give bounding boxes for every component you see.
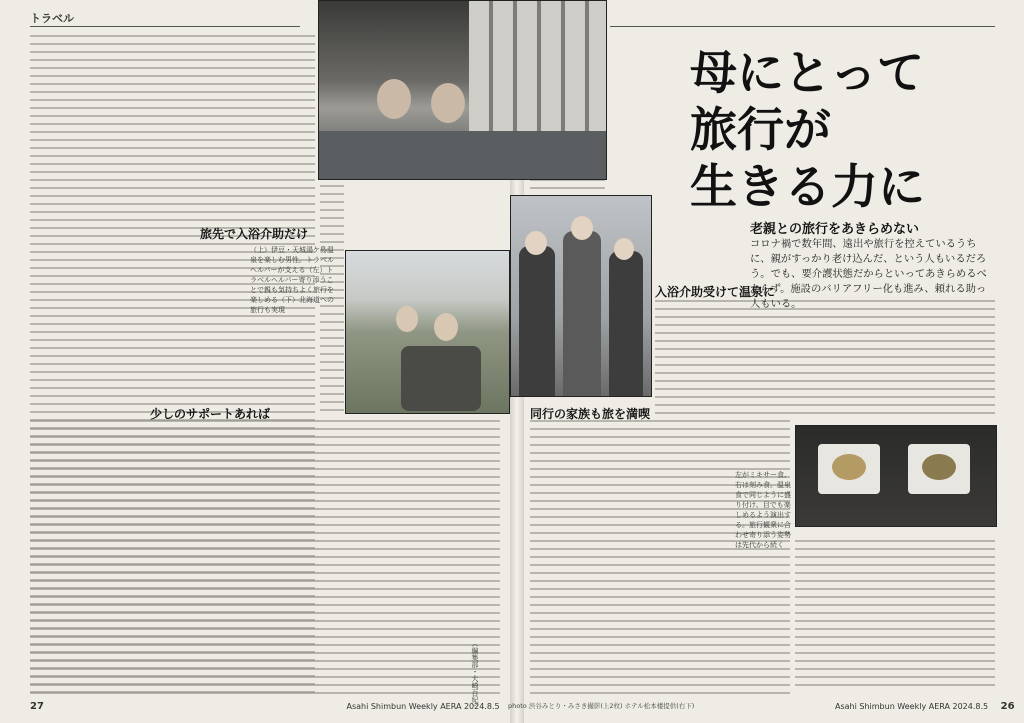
photo-person-center (563, 231, 601, 396)
photo-person-helper (396, 306, 418, 332)
photo-person-man (431, 83, 465, 123)
right-publication: Asahi Shimbun Weekly AERA 2024.8.5 (835, 702, 989, 711)
headline-line: 生きる力に (690, 160, 925, 215)
article-subheadline: 老親との旅行をあきらめない (750, 222, 920, 237)
subheading-bath-assist: 入浴介助受けて温泉に (655, 285, 776, 299)
right-text-block-bottom (795, 540, 995, 692)
headline-line: 旅行が (690, 103, 831, 158)
photo-face-left (525, 231, 547, 255)
caption-field-photo: （上）伊豆・天城湯ケ島温泉を楽しむ男性。トラベルヘルパーが支える（左）トラベルヘルパー寄り添うことで親も気持ちよく旅行を楽しめる（下）北海道への旅行も実現 (250, 246, 334, 314)
photo-face-right (614, 238, 634, 260)
right-footer (835, 701, 1015, 712)
photo-person-elder (434, 313, 458, 341)
right-text-block-lower (530, 420, 790, 700)
left-footer (30, 701, 500, 712)
photo-person-woman (377, 79, 411, 119)
left-publication: Asahi Shimbun Weekly AERA 2024.8.5 (346, 702, 500, 711)
photo-face-center (571, 216, 593, 240)
left-text-block-lower (30, 420, 500, 700)
photo-wheelchair (401, 346, 481, 411)
photo-person-right (609, 251, 643, 396)
group-hotel-photo (510, 195, 652, 397)
article-byline: （編集部・大崎百紀） (471, 640, 479, 710)
subheading-family-trip: 同行の家族も旅を満喫 (530, 407, 651, 421)
meal-dish-photo (795, 425, 997, 527)
photo-window-panel (469, 1, 606, 141)
section-label: トラベル (30, 12, 74, 25)
article-lede: コロナ禍で数年間、遠出や旅行を控えているうちに、親がすっかり老け込んだ、という人もいるだろう。でも、要介護状態だからといってあきらめるべからず。施設のバリアフリー化も進み、頼れる助っ人もいる。 (750, 238, 987, 310)
photo-food-left (832, 454, 866, 480)
subheading-small-support: 少しのサポートあれば (150, 407, 271, 421)
headline-line: 母にとって (690, 46, 925, 101)
right-text-block-mid (655, 300, 995, 420)
section-rule (30, 26, 300, 27)
left-page-number: 27 (30, 701, 44, 712)
photo-credit: photo 渋谷みとり・みさき撮影(上2枚) ホテル松本楼提供(右下) (508, 702, 695, 710)
photo-bath-water (319, 131, 606, 179)
article-headline (690, 45, 980, 216)
field-wheelchair-photo (345, 250, 510, 414)
onsen-bath-photo (318, 0, 607, 180)
right-page-number: 26 (1000, 701, 1015, 712)
right-page-rule (610, 26, 995, 27)
photo-food-right (922, 454, 956, 480)
caption-dish-photo: 左がミキサー食、右は刻み食。温泉食で同じように盛り付け、目でも楽しめるよう演出する。旅行観衆に合わせ寄り添う姿勢は先代から続く (735, 471, 791, 549)
subheading-travel-bath: 旅先で入浴介助だけ (200, 227, 309, 241)
photo-person-left (519, 246, 555, 396)
